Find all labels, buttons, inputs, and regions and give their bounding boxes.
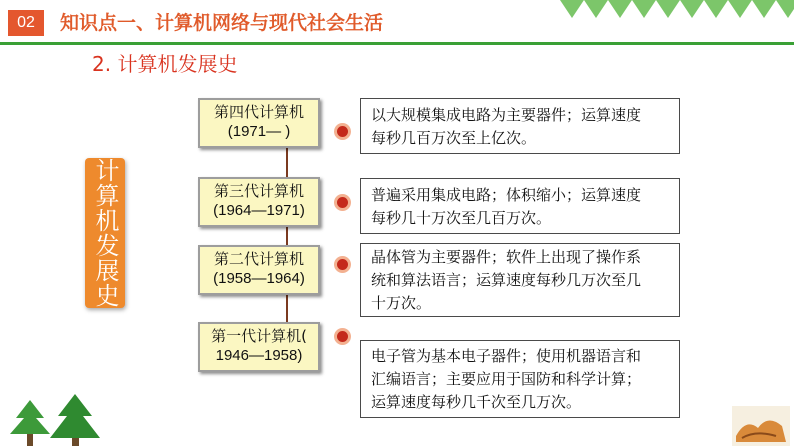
generation-box-1 — [198, 322, 320, 372]
generation-years: (1971— ) — [227, 123, 291, 140]
bullet-dot — [334, 328, 351, 345]
tree-decoration — [0, 394, 110, 446]
generation-box-2 — [198, 245, 320, 295]
description-box-2 — [360, 243, 680, 317]
generation-box-4 — [198, 98, 320, 148]
description-box-4 — [360, 98, 680, 154]
generation-name: 第四代计算机 — [213, 103, 304, 121]
page-title: 知识点一、计算机网络与现代社会生活 — [60, 12, 384, 34]
bullet-dot — [334, 256, 351, 273]
description-line: 每秒几百万次至上亿次。 — [371, 129, 537, 147]
description-line: 运算速度每秒几千次至几万次。 — [371, 393, 582, 411]
generation-name: 第三代计算机 — [213, 182, 304, 200]
description-box-1 — [360, 340, 680, 418]
generation-years: (1964—1971) — [213, 202, 305, 219]
description-line: 统和算法语言；运算速度每秒几万次至几 — [371, 271, 642, 289]
description-line: 晶体管为主要器件；软件上出现了操作系 — [371, 248, 642, 266]
scenery-decoration — [732, 406, 790, 446]
description-box-3 — [360, 178, 680, 234]
generation-years: (1958—1964) — [213, 270, 305, 287]
section-badge: 02 — [8, 10, 44, 36]
timeline-line — [286, 145, 288, 327]
side-label: 计算机发展史 — [85, 158, 125, 308]
description-line: 每秒几十万次至几百万次。 — [371, 209, 552, 227]
generation-box-3 — [198, 177, 320, 227]
header-divider — [0, 42, 794, 45]
description-line: 电子管为基本电子器件；使用机器语言和 — [371, 347, 642, 365]
generation-years: 1946—1958) — [215, 347, 303, 364]
description-line: 十万次。 — [371, 294, 432, 312]
generation-name: 第一代计算机( — [211, 327, 307, 345]
bullet-dot — [334, 123, 351, 140]
bullet-dot — [334, 194, 351, 211]
description-line: 以大规模集成电路为主要器件；运算速度 — [371, 106, 642, 124]
generation-name: 第二代计算机 — [213, 250, 304, 268]
description-line: 普遍采用集成电路；体积缩小；运算速度 — [371, 186, 642, 204]
section-subtitle: 2. 计算机发展史 — [92, 52, 238, 76]
description-line: 汇编语言；主要应用于国防和科学计算； — [371, 370, 642, 388]
header-decoration — [560, 0, 794, 22]
